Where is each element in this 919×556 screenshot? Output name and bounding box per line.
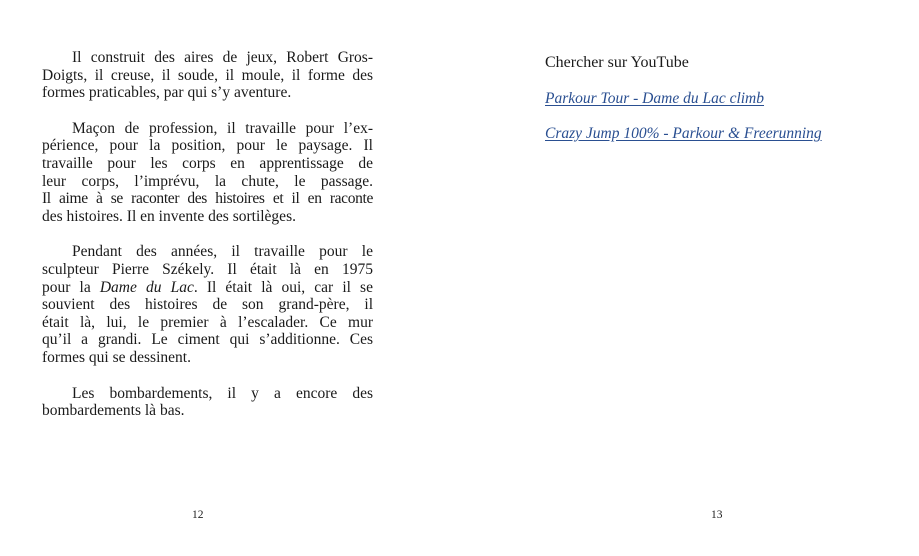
- text-fragment: . Il était là oui, car il se: [193, 278, 373, 296]
- page-number-left: 12: [192, 509, 204, 521]
- video-link-crazy-jump[interactable]: Crazy Jump 100% - Parkour & Freerunning: [545, 125, 822, 142]
- text-line: périence, pour la position, pour le paysage. Il: [42, 137, 373, 155]
- text-line: Les bombardements, il y a encore des: [72, 384, 373, 402]
- work-title: Dame du Lac: [99, 278, 194, 296]
- youtube-search-block: [545, 54, 885, 160]
- text-line: formes qui se dessinent.: [42, 348, 191, 366]
- paragraph-3: [42, 243, 373, 366]
- text-line: bombardements là bas.: [42, 402, 185, 420]
- text-fragment: pour la: [42, 278, 100, 296]
- left-page-text: [42, 49, 373, 438]
- text-line: travaille pour les corps en apprentissage de: [42, 154, 373, 172]
- text-line: Maçon de profession, il travaille pour l’ex-: [72, 119, 373, 137]
- text-line: Pendant des années, il travaille pour le: [72, 243, 373, 261]
- text-line-with-title: [42, 279, 373, 297]
- page-number-right: 13: [711, 509, 723, 521]
- paragraph-1: [42, 49, 373, 102]
- video-link-dame-du-lac[interactable]: Parkour Tour - Dame du Lac climb: [545, 90, 765, 107]
- text-line: souvient des histoires de son grand-père, il: [42, 296, 373, 314]
- text-line: était là, lui, le premier à l’escalader. Ce mur: [42, 313, 373, 331]
- text-line: Doigts, il creuse, il soude, il moule, il forme des: [42, 66, 373, 84]
- right-page: [459, 0, 919, 556]
- text-line: Il construit des aires de jeux, Robert Gros-: [72, 49, 373, 66]
- text-line: formes praticables, par qui s’y aventure.: [42, 84, 292, 102]
- paragraph-4: [42, 385, 373, 420]
- text-line: leur corps, l’imprévu, la chute, le passage.: [42, 172, 373, 190]
- text-line: Il aime à se raconter des histoires et il en raconte: [42, 190, 373, 208]
- search-heading: Chercher sur YouTube: [545, 54, 689, 71]
- paragraph-2: [42, 120, 373, 226]
- left-page: [0, 0, 459, 556]
- text-line: des histoires. Il en invente des sortilèges.: [42, 207, 296, 225]
- text-line: sculpteur Pierre Székely. Il était là en 1975: [42, 260, 373, 278]
- text-line: qu’il a grandi. Le ciment qui s’additionne. Ces: [42, 331, 373, 349]
